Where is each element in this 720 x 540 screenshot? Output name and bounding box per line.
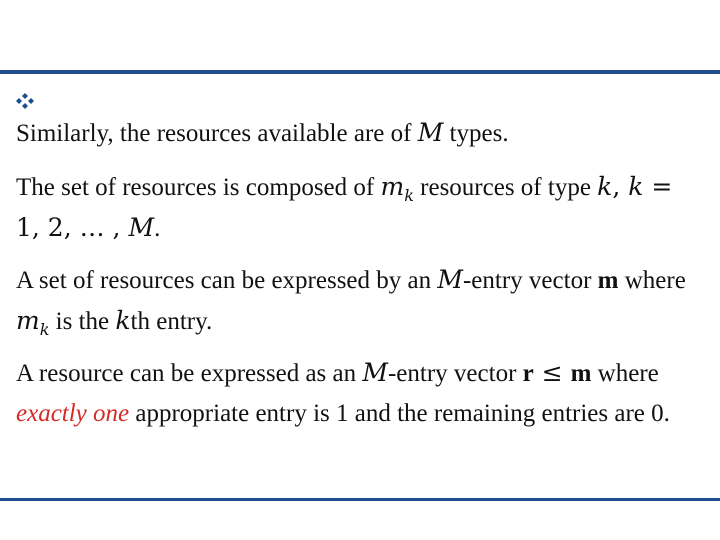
p2-period: . xyxy=(154,215,161,242)
p2-eq: = 1, 2, … , xyxy=(16,172,673,242)
p3-text-a: A set of resources can be expressed by an xyxy=(16,267,438,294)
p2-var-m: m xyxy=(380,172,405,201)
p1-text-b: types. xyxy=(443,120,509,147)
paragraph-resource-types xyxy=(16,113,696,154)
p3-text-d: is the xyxy=(49,308,116,335)
p3-bold-m: m xyxy=(597,267,619,294)
p3-var-m: m xyxy=(16,306,40,335)
p3-text-b: -entry vector xyxy=(462,267,598,294)
p1-var-M: M xyxy=(417,118,444,147)
p2-sub-k: k xyxy=(404,186,414,205)
p4-bold-m: m xyxy=(570,360,592,387)
p3-var-k: k xyxy=(115,306,131,335)
p4-text-b: -entry vector xyxy=(387,360,523,387)
p4-var-M: M xyxy=(362,358,388,387)
p3-text-e: th entry. xyxy=(130,308,213,335)
paragraph-single-resource xyxy=(16,353,696,434)
four-diamond-bullet-icon xyxy=(15,92,35,110)
paragraph-resource-set xyxy=(16,167,696,249)
p3-sub-k: k xyxy=(39,320,50,339)
p4-text-c: where xyxy=(591,360,659,387)
p2-var-k-eq: k xyxy=(628,172,644,201)
p4-emphasis: exactly one xyxy=(16,400,130,427)
p4-text-a: A resource can be expressed as an xyxy=(16,360,363,387)
p3-text-c: where xyxy=(618,267,686,294)
p2-comma: , xyxy=(612,172,629,201)
top-rule xyxy=(0,70,720,74)
p2-var-M: M xyxy=(128,213,155,242)
p2-text-b: resources of type xyxy=(413,174,598,201)
p1-text-a: Similarly, the resources available are of xyxy=(16,120,418,147)
p4-text-d: appropriate entry is 1 and the remaining entries are 0. xyxy=(129,400,670,427)
p3-var-M: M xyxy=(437,265,463,294)
p2-var-k: k xyxy=(597,172,613,201)
p4-leq: ≤ xyxy=(533,358,571,387)
p4-bold-r: r xyxy=(522,360,534,387)
p2-text-a: The set of resources is composed of xyxy=(16,174,381,201)
paragraph-resource-vector xyxy=(16,260,696,342)
bottom-rule xyxy=(0,498,720,501)
